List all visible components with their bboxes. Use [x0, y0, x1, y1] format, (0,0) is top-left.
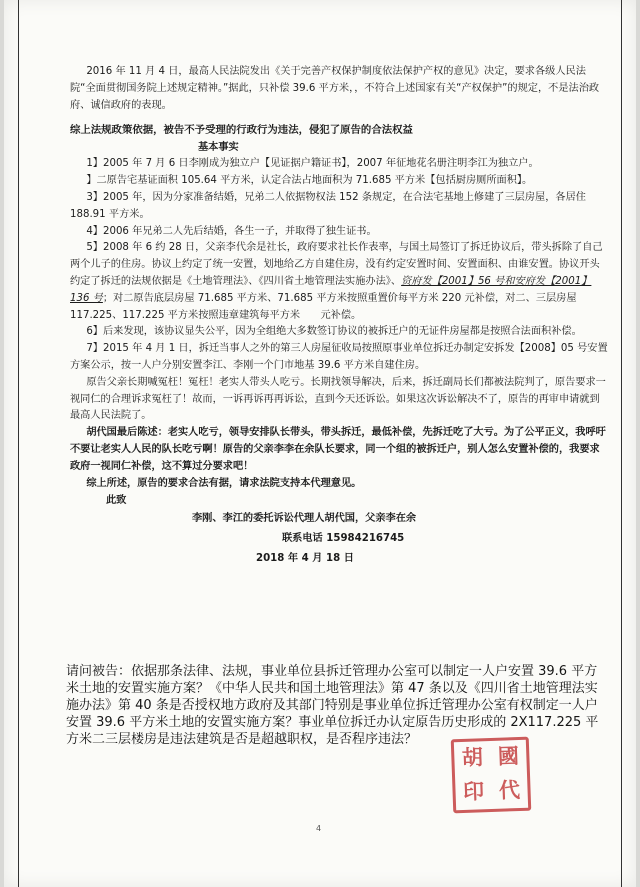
- summary-heading: 综上法规政策依据，被告不予受理的行政行为违法，侵犯了原告的合法权益: [70, 124, 413, 137]
- closing-greeting: 此致: [106, 495, 127, 507]
- fact-5-text-a: 5】2008 年 6 约 28 日，父亲李代余是社长，政府要求社长作表率，与国土局签订了拆迁协议后，带头拆除了自己两个儿子的住房。协议上约定了统一安置，划地给乙方自建住房，没有约定安置时间、安置面积、由谁安置。协议开头约定了拆迁的法规依据是《土地管理法》、《四川省土地管理法实施办法》、: [70, 242, 603, 287]
- fact-5: [70, 240, 608, 324]
- fact-4: 4】2006 年兄弟二人先后结婚，各生一子，并取得了独生证书。: [86, 225, 377, 237]
- scan-border-right: [621, 0, 622, 887]
- fact-5-underlined-docs: 资府发【2001】56 号和安府发【2001】136 号: [70, 275, 592, 304]
- signature-signer: 李刚、李江的委托诉讼代理人胡代国，父亲李在余: [192, 513, 417, 525]
- signature-phone: 联系电话 15984216745: [282, 533, 405, 545]
- signature-date: 2018 年 4 月 18 日: [256, 553, 354, 565]
- fact-6: 6】后来发现，该协议显失公平，因为全组绝大多数签订协议的被拆迁户的无证件房屋都是按照合法面积补偿。: [86, 326, 582, 338]
- intro-paragraph: 2016 年 11 月 4 日，最高人民法院发出《关于完善产权保护制度依法保护产权的意见》决定，要求各级人民法院“全面贯彻国务院上述规定精神。”据此，只补偿 39.6 平方米，，不符合上述国家有关“产权保护”的规定，不是法治政府、诚信政府的表现。: [70, 66, 600, 111]
- fact-1: 1】2005 年 7 月 6 日李刚成为独立户【见证据户籍证书】，2007 年征地花名册注明李江为独立户。: [86, 158, 539, 170]
- stamp-char-4: 代: [498, 777, 521, 803]
- plea-paragraph: 胡代国最后陈述：老实人吃亏，领导安排队长带头，带头拆迁，最低补偿，先拆迁吃了大亏。为了公平正义，我呼吁不要让老实人人民的队长吃亏啊！原告的父亲李李在余队长要求，同一个组的被拆迁户，别人怎么安置补偿的，我要求政府一视同仁补偿，这不算过分要求吧！: [70, 427, 606, 472]
- fact-2: 】二原告宅基证面积 105.64 平方米，认定合法占地面积为 71.685 平方米【包括厨房厕所面积】。: [86, 175, 533, 187]
- fact-3: 3】2005 年，因为分家准备结婚，兄弟二人依据物权法 152 条规定，在合法宅基地上修建了三层房屋，各居住 188.91 平方米。: [70, 191, 586, 220]
- stamp-char-3: 印: [462, 778, 485, 804]
- red-seal-stamp: [451, 737, 532, 814]
- question-to-defendant: 请问被告：依据那条法律、法规，事业单位县拆迁管理办公室可以制定一人户安置 39.6 平方米土地的安置实施方案？《中华人民共和国土地管理法》第 47 条以及《四川省土地管理法实施办法》第 40 条是否授权地方政府及其部门特别是事业单位拆迁管理办公室有权制定一人户安置 39.6 平方米土地的安置实施方案？事业单位拆迁办认定原告历史形成的 2X117.225 平方米二三层楼房是违法建筑是否是超越职权，是否程序违法？: [66, 664, 599, 747]
- fact-7: 7】2015 年 4 月 1 日，拆迁当事人之外的第三人房屋征收局按照原事业单位拆迁办制定安拆发【2008】05 号安置方案公示，按一人户分别安置李江、李刚一个门市地基 39.6 平方米自建住房。: [70, 343, 608, 371]
- document-page: [4, 0, 636, 887]
- conclusion-paragraph: 综上所述，原告的要求合法有据，请求法院支持本代理意见。: [86, 477, 362, 489]
- stamp-char-2: 國: [497, 743, 520, 769]
- document-body: [70, 64, 608, 569]
- complaint-paragraph: 原告父亲长期喊冤枉！冤枉！老实人带头人吃亏。长期找领导解决，后来，拆迁副局长们都被法院判了，原告要求一视同仁的合理诉求冤枉了！故而，一诉再诉再再诉讼，直到今天还诉讼。如果这次诉讼解决不了，原告的再审申请就到最高人民法院了。: [70, 376, 606, 422]
- fact-5-text-b: ；对二原告底层房屋 71.685 平方米、71.685 平方米按照重置价每平方米 220 元补偿，对二、三层房屋 117.225、117.225 平方米按照违章建筑每平方米 元补偿。: [70, 292, 577, 321]
- facts-subheading: 基本事实: [198, 142, 239, 154]
- scan-border-left: [18, 0, 19, 887]
- stamp-char-1: 胡: [461, 744, 484, 770]
- page-number: 4: [316, 824, 322, 833]
